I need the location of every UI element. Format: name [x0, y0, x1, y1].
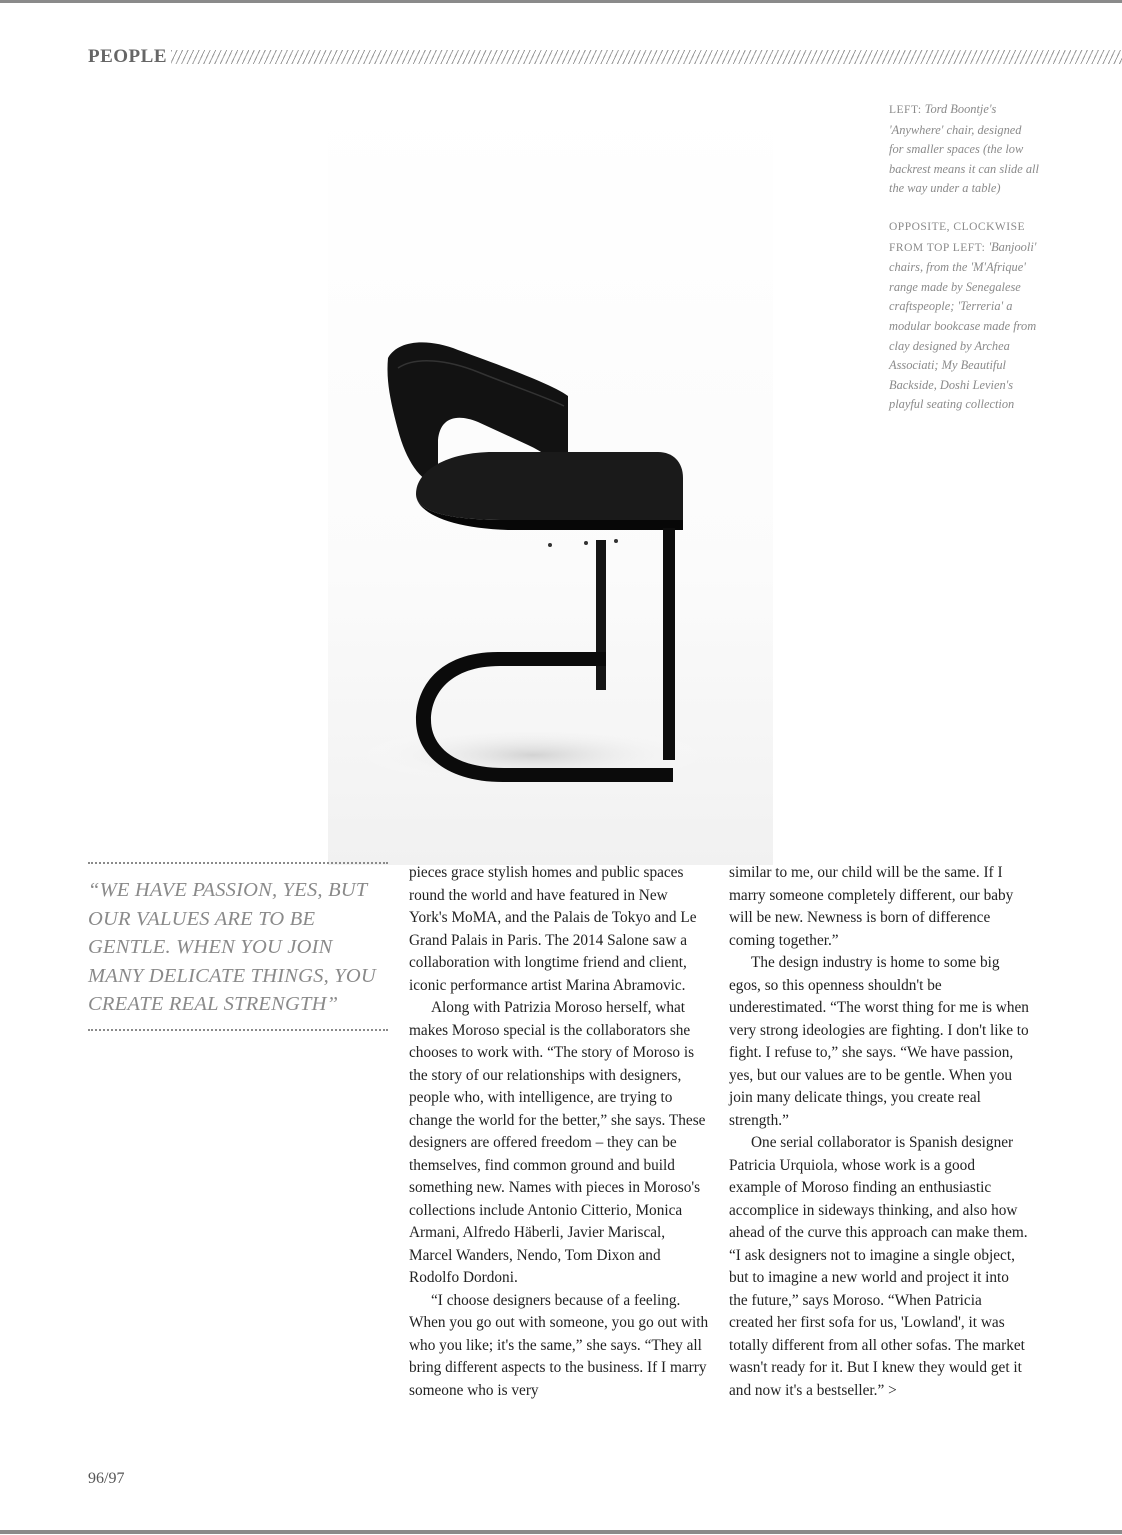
photo-captions [889, 100, 1039, 433]
caption-opposite-label: OPPOSITE, CLOCKWISE FROM TOP LEFT: [889, 220, 1026, 254]
caption-opposite-text: 'Banjooli' chairs, from the 'M'Afrique' range made by Senegalese craftspeople; 'Terreria' a modular bookcase made from clay designed by Archea Associati; My Beautiful Backside, Doshi Levien's playful seating collection [889, 239, 1037, 412]
caption-opposite [889, 217, 1039, 415]
paragraph: The design industry is home to some big egos, so this openness shouldn't be underestimated. “The worst thing for me is when very strong ideologies are fighting. I don't like to fight. I refuse to,” she says. “We have passion, yes, but our values are to be gentle. When you join many delicate things, you create real strength.” [729, 954, 1029, 1129]
chair-photo [328, 100, 773, 865]
body-column-1 [409, 862, 709, 1402]
top-border [0, 0, 1122, 3]
pull-quote-text: “WE HAVE PASSION, YES, BUT OUR VALUES ARE TO BE GENTLE. WHEN YOU JOIN MANY DELICATE THINGS, YOU CREATE REAL STRENGTH” [88, 879, 376, 1015]
caption-left-text: Tord Boontje's 'Anywhere' chair, designed for smaller spaces (the low backrest means it can slide all the way under a table) [889, 102, 1039, 196]
paragraph: One serial collaborator is Spanish designer Patricia Urquiola, whose work is a good example of Moroso finding an enthusiastic accomplice in sideways thinking, and also how ahead of the curve this approach can make them. “I ask designers not to imagine a single object, but to imagine a new world and project it into the future,” says Moroso. “When Patricia created her first sofa for us, 'Lowland', it was totally different from all other sofas. The market wasn't ready for it. But I knew they would get it and now it's a bestseller.” > [729, 1134, 1028, 1399]
section-header [88, 46, 1122, 70]
pull-quote [88, 862, 388, 1031]
paragraph: pieces grace stylish homes and public spaces round the world and have featured in New York's MoMA, and the Palais de Tokyo and Le Grand Palais in Paris. The 2014 Salone saw a collaboration with longtime friend and client, iconic performance artist Marina Abramovic. [409, 864, 697, 994]
caption-left [889, 100, 1039, 199]
section-label: PEOPLE [88, 46, 168, 67]
bottom-border [0, 1530, 1122, 1534]
paragraph: Along with Patrizia Moroso herself, what makes Moroso special is the collaborators she chooses to work with. “The story of Moroso is the story of our relationships with designers, people who, with intelligence, are trying to change the world for the better,” she says. These designers are offered freedom – they can be themselves, find common ground and build something new. Names with pieces in Moroso's collections include Antonio Citterio, Monica Armani, Alfredo Häberli, Javier Mariscal, Marcel Wanders, Nendo, Tom Dixon and Rodolfo Dordoni. [409, 999, 706, 1286]
body-column-2 [729, 862, 1029, 1402]
page-number: 96/97 [88, 1470, 125, 1487]
paragraph: “I choose designers because of a feeling. When you go out with someone, you go out with who you like; it's the same,” she says. “They all bring different aspects to the business. If I marry someone who is very [409, 1291, 709, 1399]
caption-left-label: LEFT: [889, 104, 922, 116]
paragraph: similar to me, our child will be the same. If I marry someone completely different, our baby will be new. Newness is born of difference coming together.” [729, 864, 1014, 949]
header-hatch-rule [171, 50, 1122, 64]
